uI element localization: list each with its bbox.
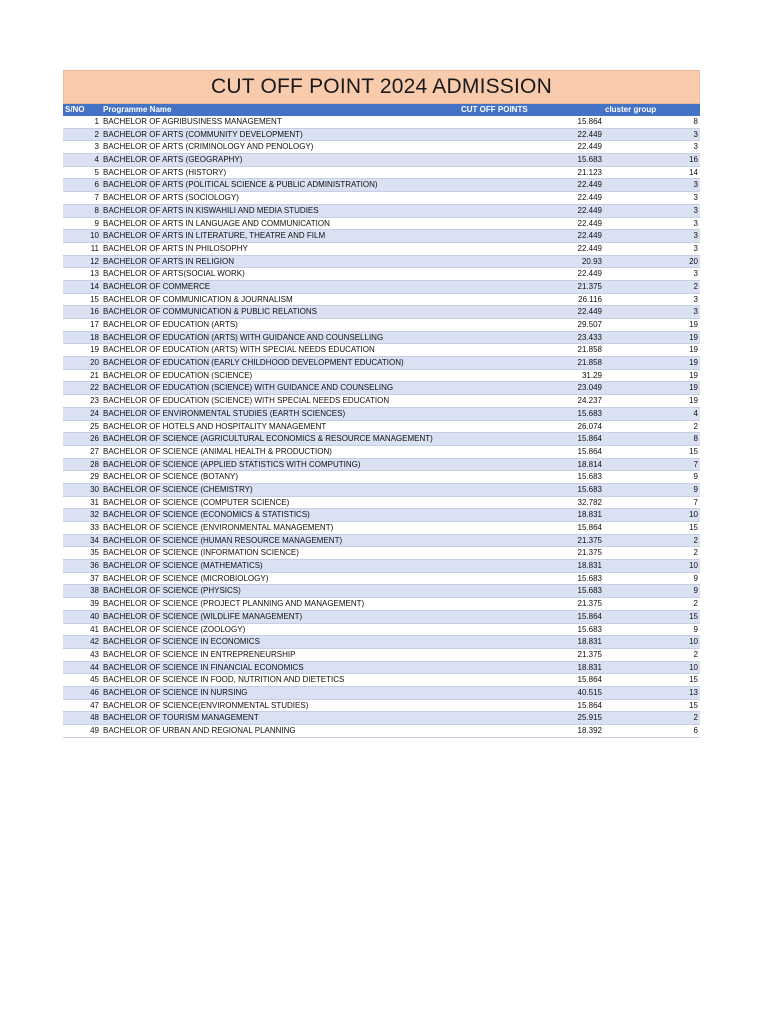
cell-programme-name: BACHELOR OF ARTS (POLITICAL SCIENCE & PUBLIC ADMINISTRATION)	[103, 180, 378, 190]
cell-cluster-group: 19	[689, 370, 698, 380]
cell-cut-off-points: 31.29	[581, 370, 602, 380]
cell-cut-off-points: 22.449	[577, 218, 602, 228]
cell-sno: 34	[90, 535, 99, 545]
cell-cluster-group: 19	[689, 383, 698, 393]
cell-cluster-group: 2	[693, 548, 698, 558]
cell-cut-off-points: 21.858	[577, 358, 602, 368]
cell-sno: 26	[90, 434, 99, 444]
cell-programme-name: BACHELOR OF SCIENCE (WILDLIFE MANAGEMENT)	[103, 611, 303, 621]
cell-programme-name: BACHELOR OF HOTELS AND HOSPITALITY MANAGEMENT	[103, 421, 327, 431]
cell-cluster-group: 9	[693, 586, 698, 596]
table-row	[63, 116, 700, 129]
cell-cluster-group: 2	[693, 421, 698, 431]
cell-cut-off-points: 25.915	[577, 713, 602, 723]
cell-cut-off-points: 21.375	[577, 535, 602, 545]
cell-sno: 44	[90, 662, 99, 672]
cell-cluster-group: 15	[689, 611, 698, 621]
cell-cut-off-points: 18.831	[577, 510, 602, 520]
cell-cut-off-points: 15.864	[577, 700, 602, 710]
cell-cluster-group: 2	[693, 649, 698, 659]
table-row	[63, 256, 700, 269]
cell-sno: 9	[94, 218, 99, 228]
cell-programme-name: BACHELOR OF EDUCATION (ARTS) WITH SPECIAL NEEDS EDUCATION	[103, 345, 375, 355]
cell-cut-off-points: 24.237	[577, 396, 602, 406]
table-row	[63, 585, 700, 598]
cell-sno: 13	[90, 269, 99, 279]
cell-cut-off-points: 15.864	[577, 611, 602, 621]
cell-cluster-group: 19	[689, 320, 698, 329]
cell-programme-name: BACHELOR OF EDUCATION (SCIENCE) WITH GUIDANCE AND COUNSELING	[103, 383, 394, 393]
cell-sno: 28	[90, 459, 99, 469]
cell-cluster-group: 3	[693, 193, 698, 203]
cell-sno: 32	[90, 510, 99, 520]
table-row	[63, 243, 700, 256]
cell-cut-off-points: 21.858	[577, 345, 602, 355]
cell-programme-name: BACHELOR OF ARTS IN LITERATURE, THEATRE AND FILM	[103, 231, 326, 241]
table-row	[63, 395, 700, 408]
cell-sno: 46	[90, 687, 99, 697]
cell-sno: 7	[94, 193, 99, 203]
cell-sno: 38	[90, 586, 99, 596]
cell-programme-name: BACHELOR OF ARTS IN PHILOSOPHY	[103, 243, 248, 253]
cell-cut-off-points: 22.449	[577, 269, 602, 279]
page-title: CUT OFF POINT 2024 ADMISSION	[211, 75, 552, 98]
cell-sno: 6	[94, 180, 99, 190]
cell-cut-off-points: 15.683	[577, 484, 602, 494]
table-row	[63, 230, 700, 243]
cell-programme-name: BACHELOR OF EDUCATION (SCIENCE)	[103, 370, 253, 380]
cell-cluster-group: 19	[689, 396, 698, 406]
cell-cluster-group: 3	[693, 294, 698, 304]
table-row	[63, 319, 700, 332]
table-row	[63, 344, 700, 357]
cell-programme-name: BACHELOR OF SCIENCE (AGRICULTURAL ECONOMICS & RESOURCE MANAGEMENT)	[103, 434, 433, 444]
cell-cluster-group: 3	[693, 243, 698, 253]
cell-programme-name: BACHELOR OF SCIENCE (ANIMAL HEALTH & PRODUCTION)	[103, 446, 332, 456]
cell-sno: 30	[90, 484, 99, 494]
cell-cut-off-points: 23.049	[577, 383, 602, 393]
cell-sno: 19	[90, 345, 99, 355]
cell-sno: 48	[90, 713, 99, 723]
cell-programme-name: BACHELOR OF TOURISM MANAGEMENT	[103, 713, 259, 723]
cell-sno: 37	[90, 573, 99, 583]
cell-programme-name: BACHELOR OF SCIENCE (CHEMISTRY)	[103, 484, 253, 494]
header-cut-off-points: CUT OFF POINTS	[461, 105, 528, 114]
cell-sno: 15	[90, 294, 99, 304]
table-row	[63, 446, 700, 459]
cell-cut-off-points: 15.683	[577, 155, 602, 165]
cell-cut-off-points: 15.683	[577, 573, 602, 583]
cell-programme-name: BACHELOR OF SCIENCE (ECONOMICS & STATISTICS)	[103, 510, 310, 520]
table-row	[63, 649, 700, 662]
table-row	[63, 294, 700, 307]
cell-programme-name: BACHELOR OF URBAN AND REGIONAL PLANNING	[103, 726, 296, 735]
cell-programme-name: BACHELOR OF SCIENCE (MATHEMATICS)	[103, 561, 263, 571]
table-row	[63, 154, 700, 167]
cell-programme-name: BACHELOR OF ARTS (GEOGRAPHY)	[103, 155, 243, 165]
cell-cluster-group: 15	[689, 675, 698, 685]
cell-sno: 31	[90, 497, 99, 507]
cell-cluster-group: 2	[693, 713, 698, 723]
cell-sno: 16	[90, 307, 99, 317]
cell-sno: 36	[90, 561, 99, 571]
table-row	[63, 509, 700, 522]
cell-cut-off-points: 40.515	[577, 687, 602, 697]
cell-cluster-group: 3	[693, 142, 698, 152]
table-row	[63, 522, 700, 535]
cell-sno: 22	[90, 383, 99, 393]
cell-cut-off-points: 22.449	[577, 205, 602, 215]
cell-sno: 10	[90, 231, 99, 241]
cell-programme-name: BACHELOR OF SCIENCE (INFORMATION SCIENCE)	[103, 548, 299, 558]
cell-cut-off-points: 15.864	[577, 446, 602, 456]
table-row	[63, 611, 700, 624]
cell-sno: 47	[90, 700, 99, 710]
cell-sno: 4	[94, 155, 99, 165]
table-row	[63, 624, 700, 637]
table-row	[63, 306, 700, 319]
table-row	[63, 497, 700, 510]
title-bar	[63, 70, 700, 104]
cell-cut-off-points: 18.831	[577, 561, 602, 571]
cell-sno: 1	[94, 117, 99, 126]
cell-sno: 23	[90, 396, 99, 406]
cell-cluster-group: 8	[693, 117, 698, 126]
cell-cluster-group: 3	[693, 269, 698, 279]
cell-sno: 27	[90, 446, 99, 456]
cell-cut-off-points: 32.782	[577, 497, 602, 507]
cell-programme-name: BACHELOR OF ARTS (COMMUNITY DEVELOPMENT)	[103, 129, 303, 139]
cell-sno: 17	[90, 320, 99, 329]
cell-cluster-group: 16	[689, 155, 698, 165]
cell-cluster-group: 19	[689, 332, 698, 342]
cell-programme-name: BACHELOR OF ARTS(SOCIAL WORK)	[103, 269, 245, 279]
cell-programme-name: BACHELOR OF SCIENCE IN ECONOMICS	[103, 637, 260, 647]
cell-programme-name: BACHELOR OF SCIENCE IN FINANCIAL ECONOMICS	[103, 662, 304, 672]
cell-cluster-group: 19	[689, 345, 698, 355]
cell-cut-off-points: 22.449	[577, 307, 602, 317]
table-row	[63, 471, 700, 484]
table-row	[63, 382, 700, 395]
cell-cut-off-points: 23.433	[577, 332, 602, 342]
cell-cut-off-points: 20.93	[581, 256, 602, 266]
cell-cut-off-points: 18.831	[577, 662, 602, 672]
cell-programme-name: BACHELOR OF SCIENCE IN FOOD, NUTRITION AND DIETETICS	[103, 675, 345, 685]
cell-cluster-group: 3	[693, 307, 698, 317]
cell-sno: 35	[90, 548, 99, 558]
cell-programme-name: BACHELOR OF SCIENCE (ENVIRONMENTAL MANAGEMENT)	[103, 523, 334, 532]
table-row	[63, 700, 700, 713]
cell-cluster-group: 10	[689, 637, 698, 647]
table-row	[63, 129, 700, 142]
cell-cut-off-points: 22.449	[577, 193, 602, 203]
cell-cluster-group: 8	[693, 434, 698, 444]
cell-cluster-group: 4	[693, 408, 698, 418]
cell-cut-off-points: 15.864	[577, 434, 602, 444]
cell-cluster-group: 15	[689, 700, 698, 710]
cell-programme-name: BACHELOR OF EDUCATION (EARLY CHILDHOOD DEVELOPMENT EDUCATION)	[103, 358, 404, 368]
cell-cluster-group: 13	[689, 687, 698, 697]
cell-cut-off-points: 26.116	[578, 294, 602, 304]
table-row	[63, 598, 700, 611]
table-row	[63, 141, 700, 154]
cell-cluster-group: 6	[693, 726, 698, 735]
cell-cluster-group: 7	[693, 459, 698, 469]
cell-sno: 29	[90, 472, 99, 482]
cell-sno: 5	[94, 167, 99, 177]
table-row	[63, 636, 700, 649]
cell-cut-off-points: 21.375	[577, 649, 602, 659]
cell-cut-off-points: 22.449	[577, 243, 602, 253]
cell-cluster-group: 3	[693, 231, 698, 241]
cell-sno: 18	[90, 332, 99, 342]
cell-cut-off-points: 18.814	[577, 459, 602, 469]
cutoff-sheet	[63, 70, 700, 738]
cell-programme-name: BACHELOR OF EDUCATION (ARTS)	[103, 320, 238, 329]
cell-programme-name: BACHELOR OF SCIENCE (MICROBIOLOGY)	[103, 573, 269, 583]
cell-programme-name: BACHELOR OF ARTS (CRIMINOLOGY AND PENOLOGY)	[103, 142, 314, 152]
table-row	[63, 179, 700, 192]
header-programme-name: Programme Name	[103, 105, 172, 114]
cell-sno: 20	[90, 358, 99, 368]
table-row	[63, 357, 700, 370]
cell-cut-off-points: 21.375	[577, 599, 602, 609]
cell-cut-off-points: 15.864	[577, 523, 602, 532]
cell-programme-name: BACHELOR OF SCIENCE (COMPUTER SCIENCE)	[103, 497, 290, 507]
cell-programme-name: BACHELOR OF ARTS IN LANGUAGE AND COMMUNICATION	[103, 218, 330, 228]
cell-programme-name: BACHELOR OF ARTS (SOCIOLOGY)	[103, 193, 239, 203]
cell-cluster-group: 9	[693, 472, 698, 482]
cell-sno: 12	[90, 256, 99, 266]
cell-sno: 21	[90, 370, 99, 380]
cell-programme-name: BACHELOR OF SCIENCE (BOTANY)	[103, 472, 238, 482]
cell-cluster-group: 15	[689, 446, 698, 456]
cell-sno: 41	[90, 624, 99, 634]
table-row	[63, 674, 700, 687]
cell-cluster-group: 3	[693, 180, 698, 190]
cell-cut-off-points: 15.864	[577, 117, 602, 126]
table-row	[63, 433, 700, 446]
cell-programme-name: BACHELOR OF AGRIBUSINESS MANAGEMENT	[103, 117, 282, 126]
cell-cluster-group: 10	[689, 561, 698, 571]
cell-programme-name: BACHELOR OF SCIENCE (HUMAN RESOURCE MANAGEMENT)	[103, 535, 343, 545]
cell-programme-name: BACHELOR OF SCIENCE(ENVIRONMENTAL STUDIES)	[103, 700, 309, 710]
cell-cluster-group: 9	[693, 484, 698, 494]
cell-sno: 33	[90, 523, 99, 532]
cell-cluster-group: 3	[693, 129, 698, 139]
table-row	[63, 408, 700, 421]
cell-cut-off-points: 15.683	[577, 408, 602, 418]
cell-cluster-group: 2	[693, 281, 698, 291]
table-row	[63, 547, 700, 560]
cell-cut-off-points: 15.683	[577, 472, 602, 482]
cell-sno: 11	[90, 243, 99, 253]
cell-programme-name: BACHELOR OF COMMUNICATION & JOURNALISM	[103, 294, 293, 304]
table-row	[63, 687, 700, 700]
cell-programme-name: BACHELOR OF ARTS IN RELIGION	[103, 256, 234, 266]
cell-sno: 49	[90, 726, 99, 735]
cell-cluster-group: 9	[693, 624, 698, 634]
header-cluster-group: cluster group	[605, 105, 657, 114]
cell-cluster-group: 2	[693, 599, 698, 609]
table-row	[63, 268, 700, 281]
cell-programme-name: BACHELOR OF COMMUNICATION & PUBLIC RELATIONS	[103, 307, 317, 317]
cell-cut-off-points: 15.864	[577, 675, 602, 685]
table-row	[63, 167, 700, 180]
cell-cut-off-points: 22.449	[577, 142, 602, 152]
cell-programme-name: BACHELOR OF ENVIRONMENTAL STUDIES (EARTH SCIENCES)	[103, 408, 346, 418]
cell-sno: 42	[90, 637, 99, 647]
cell-sno: 45	[90, 675, 99, 685]
table-row	[63, 662, 700, 675]
cell-cluster-group: 2	[693, 535, 698, 545]
cell-sno: 40	[90, 611, 99, 621]
cell-cluster-group: 10	[689, 662, 698, 672]
table-row	[63, 218, 700, 231]
cell-programme-name: BACHELOR OF ARTS IN KISWAHILI AND MEDIA STUDIES	[103, 205, 319, 215]
cell-cluster-group: 14	[689, 167, 698, 177]
cell-cluster-group: 15	[689, 523, 698, 532]
cell-programme-name: BACHELOR OF EDUCATION (SCIENCE) WITH SPECIAL NEEDS EDUCATION	[103, 396, 390, 406]
cell-sno: 2	[94, 129, 99, 139]
cell-sno: 39	[90, 599, 99, 609]
cell-cut-off-points: 26.074	[577, 421, 602, 431]
cell-cluster-group: 9	[693, 573, 698, 583]
cell-cut-off-points: 22.449	[577, 180, 602, 190]
cell-cut-off-points: 21.375	[577, 281, 602, 291]
cell-cluster-group: 19	[689, 358, 698, 368]
table-row	[63, 192, 700, 205]
cell-programme-name: BACHELOR OF SCIENCE IN NURSING	[103, 687, 248, 697]
cell-sno: 3	[94, 142, 99, 152]
cell-programme-name: BACHELOR OF COMMERCE	[103, 281, 211, 291]
cell-sno: 14	[90, 281, 99, 291]
cell-sno: 8	[94, 205, 99, 215]
table-row	[63, 484, 700, 497]
cell-sno: 24	[90, 408, 99, 418]
cell-cluster-group: 3	[693, 205, 698, 215]
cell-programme-name: BACHELOR OF SCIENCE (PROJECT PLANNING AND MANAGEMENT)	[103, 599, 365, 609]
table-row	[63, 421, 700, 434]
table-row	[63, 725, 700, 738]
cell-cut-off-points: 22.449	[577, 129, 602, 139]
cell-cut-off-points: 15.683	[577, 586, 602, 596]
cell-cut-off-points: 18.392	[577, 726, 602, 735]
cell-cut-off-points: 18.831	[577, 637, 602, 647]
cell-programme-name: BACHELOR OF SCIENCE (PHYSICS)	[103, 586, 241, 596]
cell-cluster-group: 3	[693, 218, 698, 228]
cell-programme-name: BACHELOR OF SCIENCE (ZOOLOGY)	[103, 624, 246, 634]
header-sno: S/NO	[65, 105, 85, 114]
cell-cut-off-points: 21.375	[577, 548, 602, 558]
table-row	[63, 281, 700, 294]
cell-sno: 43	[90, 649, 99, 659]
cell-programme-name: BACHELOR OF SCIENCE (APPLIED STATISTICS WITH COMPUTING)	[103, 459, 361, 469]
table-body	[63, 116, 700, 738]
table-row	[63, 573, 700, 586]
cell-sno: 25	[90, 421, 99, 431]
cell-programme-name: BACHELOR OF SCIENCE IN ENTREPRENEURSHIP	[103, 649, 296, 659]
cell-cluster-group: 20	[689, 256, 698, 266]
table-header	[63, 104, 700, 116]
cell-cut-off-points: 22.449	[577, 231, 602, 241]
cell-programme-name: BACHELOR OF EDUCATION (ARTS) WITH GUIDANCE AND COUNSELLING	[103, 332, 384, 342]
table-row	[63, 535, 700, 548]
cell-cut-off-points: 21.123	[577, 167, 602, 177]
table-row	[63, 332, 700, 345]
table-row	[63, 459, 700, 472]
table-row	[63, 560, 700, 573]
cell-programme-name: BACHELOR OF ARTS (HISTORY)	[103, 167, 227, 177]
cell-cut-off-points: 15.683	[577, 624, 602, 634]
table-row	[63, 370, 700, 383]
cell-cut-off-points: 29.507	[577, 320, 602, 329]
table-row	[63, 205, 700, 218]
table-row	[63, 712, 700, 725]
cell-cluster-group: 10	[689, 510, 698, 520]
cell-cluster-group: 7	[693, 497, 698, 507]
